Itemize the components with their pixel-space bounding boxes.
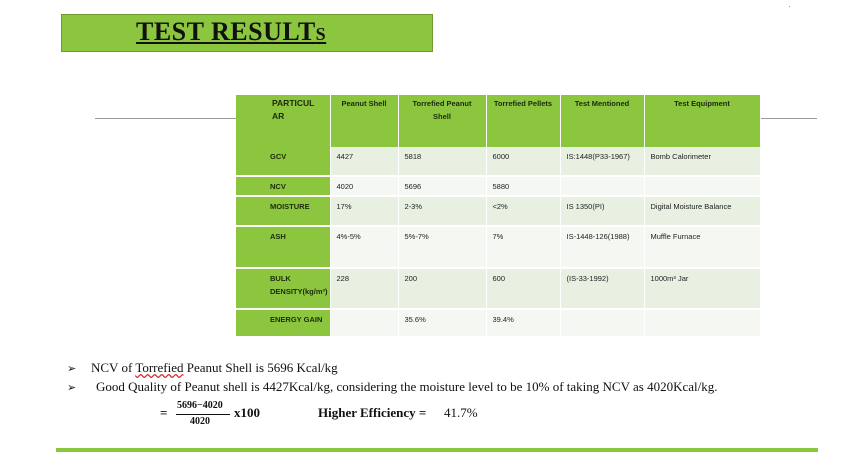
cell-peanut-shell: 17% [330,196,398,226]
cell-torrefied-shell: 5%-7% [398,226,486,268]
row-label: BULK DENSITY(kg/m³) [236,268,330,309]
header-torrefied-pellets: Torrefied Pellets [486,95,560,147]
corner-dot [789,6,790,7]
row-label: GCV [236,147,330,176]
note-ncv-underlined: Torrefied [135,360,184,375]
cell-test: IS 1350(PI) [560,196,644,226]
note-ncv-prefix: NCV of [91,360,136,375]
cell-torrefied-shell: 5818 [398,147,486,176]
row-label: MOISTURE [236,196,330,226]
cell-torrefied-shell: 2-3% [398,196,486,226]
formula-denominator: 4020 [190,416,210,427]
cell-test: IS-1448-126(1988) [560,226,644,268]
arrow-bullet-icon: ➢ [67,363,77,375]
header-peanut-shell: Peanut Shell [330,95,398,147]
title-suffix: S [315,24,327,44]
header-particular: PARTICUL AR [236,95,330,147]
formula-numerator: 5696−4020 [177,400,223,411]
table-row [236,309,760,337]
result-value: 41.7% [444,405,478,420]
header-torrefied-peanut-shell: Torrefied Peanut Shell [398,95,486,147]
table-row [236,196,760,226]
cell-equipment: Muffle Furnace [644,226,760,268]
test-results-table [236,95,761,338]
cell-pellets: 7% [486,226,560,268]
note-ncv-suffix: Peanut Shell is 5696 Kcal/kg [183,360,338,375]
cell-equipment [644,309,760,337]
cell-pellets: 39.4% [486,309,560,337]
cell-pellets: <2% [486,196,560,226]
fraction-bar [176,414,230,415]
page-title [136,17,326,47]
title-main: TEST RESULT [136,17,316,46]
cell-torrefied-shell: 5696 [398,176,486,196]
cell-torrefied-shell: 35.6% [398,309,486,337]
cell-pellets: 6000 [486,147,560,176]
row-label: ENERGY GAIN [236,309,330,337]
header-test-mentioned: Test Mentioned [560,95,644,147]
formula-equals: = [160,405,168,420]
note-quality: Good Quality of Peanut shell is 4427Kcal/kg, considering the moisture level to be 10% of taking NCV as 4020Kcal/kg. [96,379,718,394]
header-test-equipment: Test Equipment [644,95,760,147]
table-row [236,147,760,176]
cell-equipment: Digital Moisture Balance [644,196,760,226]
cell-equipment: 1000m³ Jar [644,268,760,309]
cell-peanut-shell: 4020 [330,176,398,196]
cell-torrefied-shell: 200 [398,268,486,309]
table-row [236,226,760,268]
cell-peanut-shell: 228 [330,268,398,309]
table-row [236,176,760,196]
table-header-row [236,95,760,147]
cell-pellets: 5880 [486,176,560,196]
cell-test [560,176,644,196]
footer-bar [56,448,818,452]
cell-pellets: 600 [486,268,560,309]
table-row [236,268,760,309]
cell-peanut-shell: 4427 [330,147,398,176]
divider-right [760,118,817,119]
row-label: NCV [236,176,330,196]
cell-equipment [644,176,760,196]
divider-left [95,118,238,119]
result-label: Higher Efficiency = [318,405,427,420]
cell-peanut-shell [330,309,398,337]
arrow-bullet-icon: ➢ [67,382,77,394]
row-label: ASH [236,226,330,268]
cell-equipment: Bomb Calorimeter [644,147,760,176]
note-ncv [91,360,338,376]
cell-test: IS:1448(P33-1967) [560,147,644,176]
cell-test: (IS-33-1992) [560,268,644,309]
formula-multiplier: x100 [234,405,260,420]
cell-test [560,309,644,337]
title-banner [61,14,433,52]
cell-peanut-shell: 4%-5% [330,226,398,268]
